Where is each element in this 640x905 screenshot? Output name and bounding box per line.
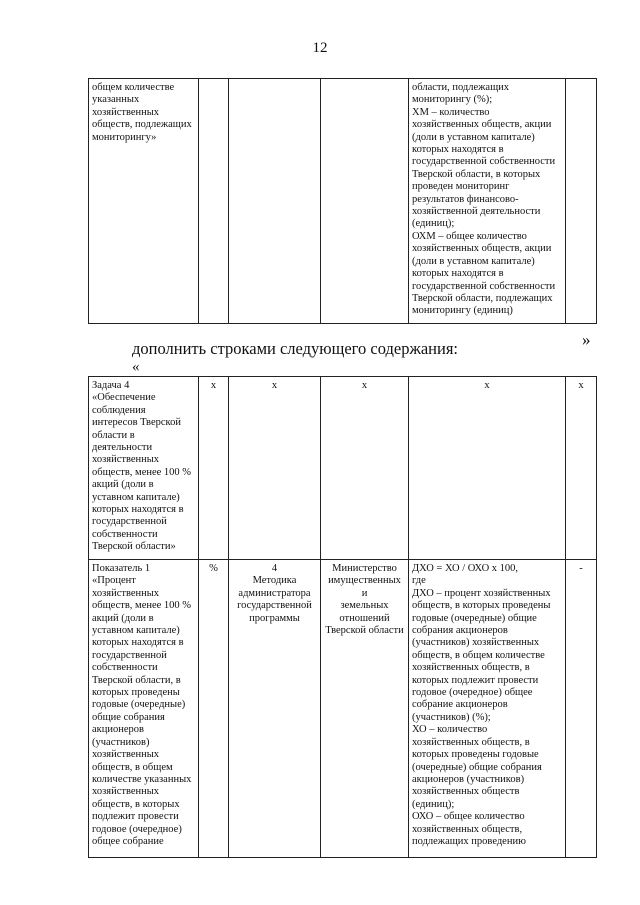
- formula-cell: ДХО = ХО / ОХО х 100, где ДХО – процент хозяйственных обществ, в которых проведены годовые (очередные) общие собрания акционеров (участников) хозяйственных обществ, в общем количестве хозяйственных обществ, в которых подлежит провести годовое (очередное) общее собрание акционеров (участников) (%); ХО – количество хозяйственных обществ, в которых проведены годовые (очередные) общие собрания акционеров (участников) хозяйственных обществ (единиц); ОХО – общее количество хозяйственных обществ, подлежащих проведению: [409, 560, 566, 858]
- intro-text: дополнить строками следующего содержания:: [132, 339, 459, 358]
- unit-cell: [199, 79, 229, 324]
- table-new-rows: [88, 376, 597, 858]
- unit-cell: x: [199, 377, 229, 560]
- task-name-cell: Задача 4 «Обеспечение соблюдения интересов Тверской области в деятельности хозяйственных обществ, менее 100 % акций (доли в уставном капитале) которых находятся в государственной собственности Тверской области»: [89, 377, 199, 560]
- formula-cell: x: [409, 377, 566, 560]
- responsible-cell: [321, 79, 409, 324]
- note-cell: [566, 79, 597, 324]
- table-row: [89, 377, 597, 560]
- unit-cell: %: [199, 560, 229, 858]
- page-number: 12: [312, 40, 328, 56]
- closing-quote: »: [582, 330, 591, 349]
- note-cell: -: [566, 560, 597, 858]
- method-cell: 4 Методика администратора государственной программы: [229, 560, 321, 858]
- table-continuation: [88, 78, 597, 324]
- method-cell: x: [229, 377, 321, 560]
- indicator-name-cell: Показатель 1 «Процент хозяйственных обществ, менее 100 % акций (доли в уставном капитале) которых находятся в государственной собственности Тверской области, в которых проведены годовые (очередные) общие собрания акционеров (участников) хозяйственных обществ, в общем количестве указанных хозяйственных обществ, в которых подлежит провести годовое (очередное) общее собрание: [89, 560, 199, 858]
- indicator-name-cell: общем количестве указанных хозяйственных обществ, подлежащих мониторингу»: [89, 79, 199, 324]
- formula-cell: области, подлежащих мониторингу (%); ХМ – количество хозяйственных обществ, акции (доли в уставном капитале) которых находятся в государственной собственности Тверской области, в которых проведен мониторинг результатов финансово- хозяйственной деятельности (единиц); ОХМ – общее количество хозяйственных обществ, акции (доли в уставном капитале) которых находятся в государственной собственности Тверской области, подлежащих мониторингу (единиц): [409, 79, 566, 324]
- method-cell: [229, 79, 321, 324]
- table-row: [89, 560, 597, 858]
- responsible-cell: x: [321, 377, 409, 560]
- table-row: [89, 79, 597, 324]
- responsible-cell: Министерство имущественных и земельных отношений Тверской области: [321, 560, 409, 858]
- note-cell: x: [566, 377, 597, 560]
- opening-quote: «: [132, 359, 140, 375]
